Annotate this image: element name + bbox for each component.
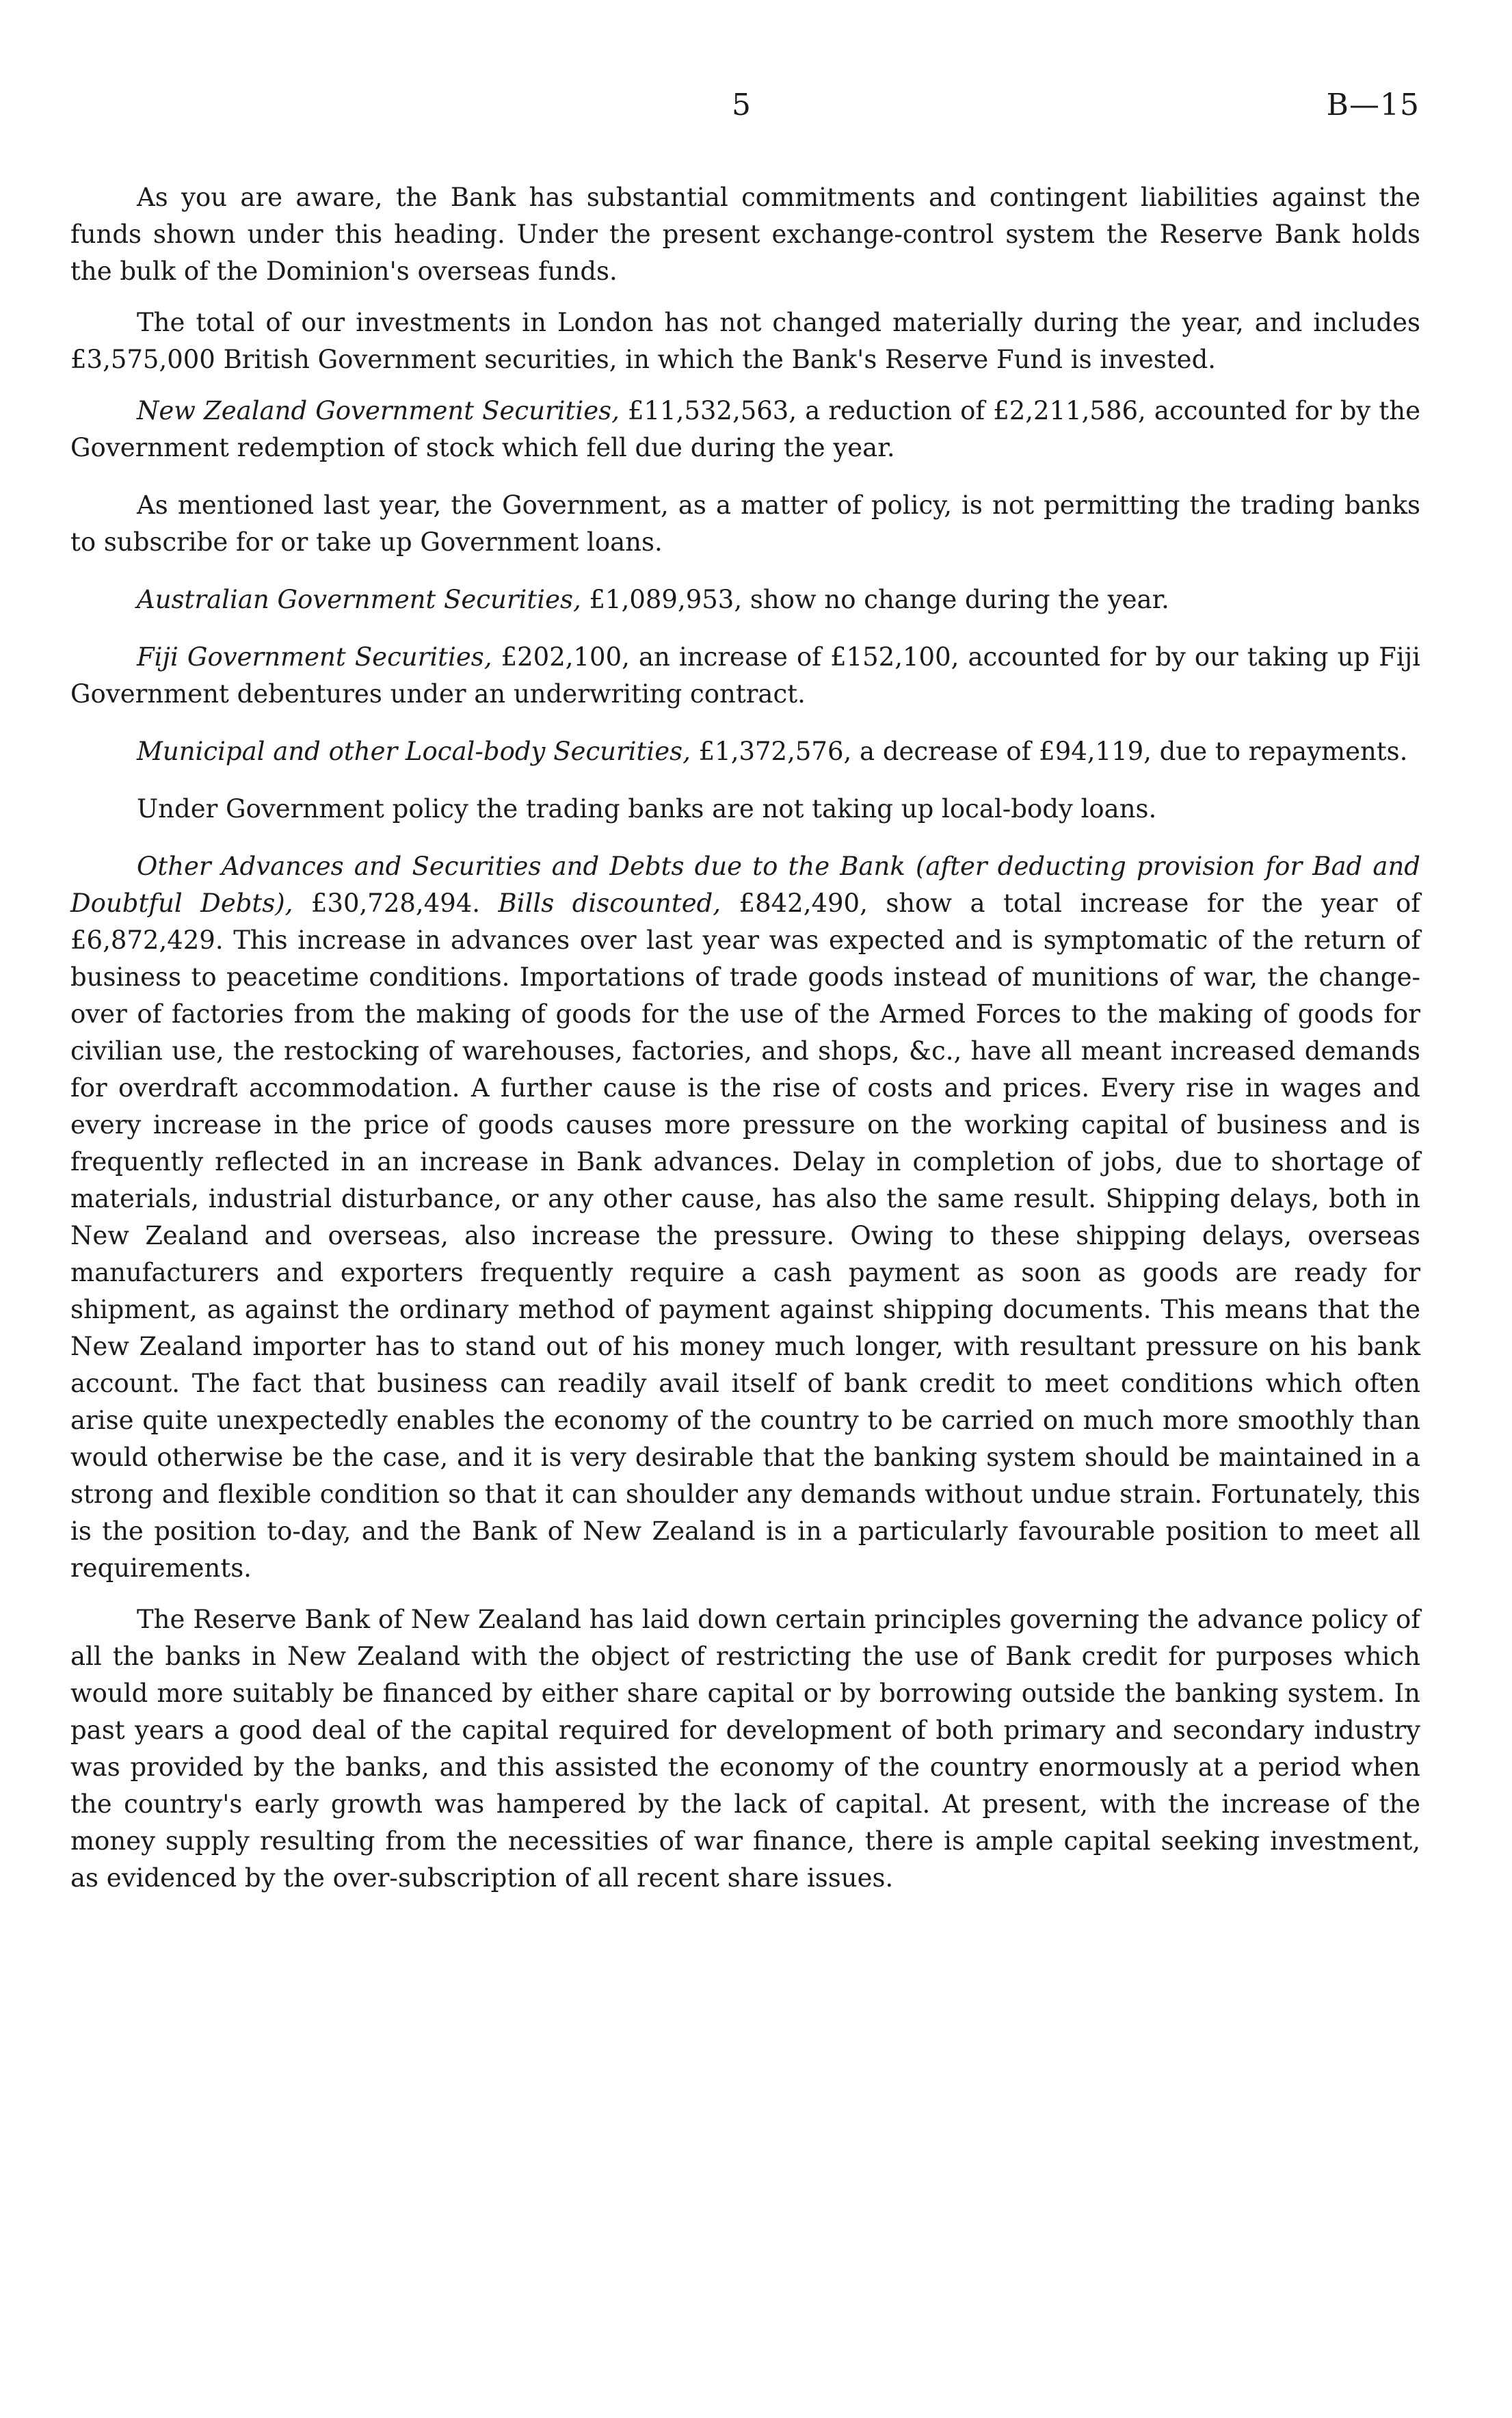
paragraph-nz-government-securities [70, 393, 1420, 466]
paragraph-text: £1,089,953, show no change during the year. [581, 585, 1169, 614]
paragraph-heading: Fiji Government Securities, [137, 642, 492, 672]
paragraph-text: £202,100, an increase of £152,100, accounted for by our taking up Fiji Government debentures under an underwriting contract. [70, 642, 1420, 709]
document-reference: B—15 [1326, 88, 1420, 122]
paragraph-reserve-bank-principles [70, 1601, 1420, 1897]
paragraph-amount: £30,728,494. [293, 889, 499, 918]
paragraph-text: As you are aware, the Bank has substantial commitments and contingent liabilities against the funds shown under this heading. Under the present exchange-control system the Reserve Bank holds the bulk of the Dominion's overseas funds. [70, 183, 1420, 286]
paragraph-heading: Australian Government Securities, [137, 585, 581, 614]
paragraph-australian-government-securities [70, 581, 1420, 618]
paragraph-other-advances [70, 848, 1420, 1587]
body-text [70, 179, 1420, 1911]
page-number: 5 [732, 88, 751, 122]
paragraph-text: Under Government policy the trading banks are not taking up local-body loans. [137, 794, 1157, 824]
paragraph-london-investments [70, 304, 1420, 378]
paragraph-local-body-loans [70, 791, 1420, 828]
paragraph-text: £1,372,576, a decrease of £94,119, due to repayments. [690, 737, 1408, 766]
paragraph-fiji-government-securities [70, 639, 1420, 713]
paragraph-heading: Other Advances and Securities and Debts due to the Bank (after deducting provision for Bad and Doubtful Debts), [70, 852, 1420, 918]
paragraph-text: £11,532,563, a reduction of £2,211,586, accounted for by the Government redemption of stock which fell due during the year. [70, 396, 1420, 462]
paragraph-heading: Municipal and other Local-body Securities, [137, 737, 691, 766]
paragraph-text: The total of our investments in London has not changed materially during the year, and includes £3,575,000 British Government securities, in which the Bank's Reserve Fund is invested. [70, 308, 1420, 374]
paragraph-text: As mentioned last year, the Government, as a matter of policy, is not permitting the trading banks to subscribe for or take up Government loans. [70, 490, 1420, 557]
paragraph-text: £842,490, show a total increase for the year of £6,872,429. This increase in advances over last year was expected and is symptomatic of the return of business to peacetime conditions. Importations of trade goods instead of munitions of war, the change-over of factories from the making of goods for the use of the Armed Forces to the making of goods for civilian use, the restocking of warehouses, factories, and shops, &c., have all meant increased demands for overdraft accommodation. A further cause is the rise of costs and prices. Every rise in wages and every increase in the price of goods causes more pressure on the working capital of business and is frequently reflected in an increase in Bank advances. Delay in completion of jobs, due to shortage of materials, industrial disturbance, or any other cause, has also the same result. Shipping delays, both in New Zealand and overseas, also increase the pressure. Owing to these shipping delays, overseas manufacturers and exporters frequently require a cash payment as soon as goods are ready for shipment, as against the ordinary method of payment against shipping documents. This means that the New Zealand importer has to stand out of his money much longer, with resultant pressure on his bank account. The fact that business can readily avail itself of bank credit to meet conditions which often arise quite unexpectedly enables the economy of the country to be carried on much more smoothly than would otherwise be the case, and it is very desirable that the banking system should be maintained in a strong and flexible condition so that it can shoulder any demands without undue strain. Fortunately, this is the position to-day, and the Bank of New Zealand is in a particularly favourable position to meet all requirements. [70, 889, 1420, 1583]
paragraph-overseas-funds [70, 179, 1420, 290]
paragraph-heading: New Zealand Government Securities, [137, 396, 620, 425]
paragraph-text: The Reserve Bank of New Zealand has laid down certain principles governing the advance policy of all the banks in New Zealand with the object of restricting the use of Bank credit for purposes which would more suitably be financed by either share capital or by borrowing outside the banking system. In past years a good deal of the capital required for development of both primary and secondary industry was provided by the banks, and this assisted the economy of the country enormously at a period when the country's early growth was hampered by the lack of capital. At present, with the increase of the money supply resulting from the necessities of war finance, there is ample capital seeking investment, as evidenced by the over-subscription of all recent share issues. [70, 1605, 1420, 1893]
paragraph-municipal-securities [70, 733, 1420, 770]
paragraph-government-loans-policy [70, 487, 1420, 561]
paragraph-subheading: Bills discounted, [498, 889, 721, 918]
